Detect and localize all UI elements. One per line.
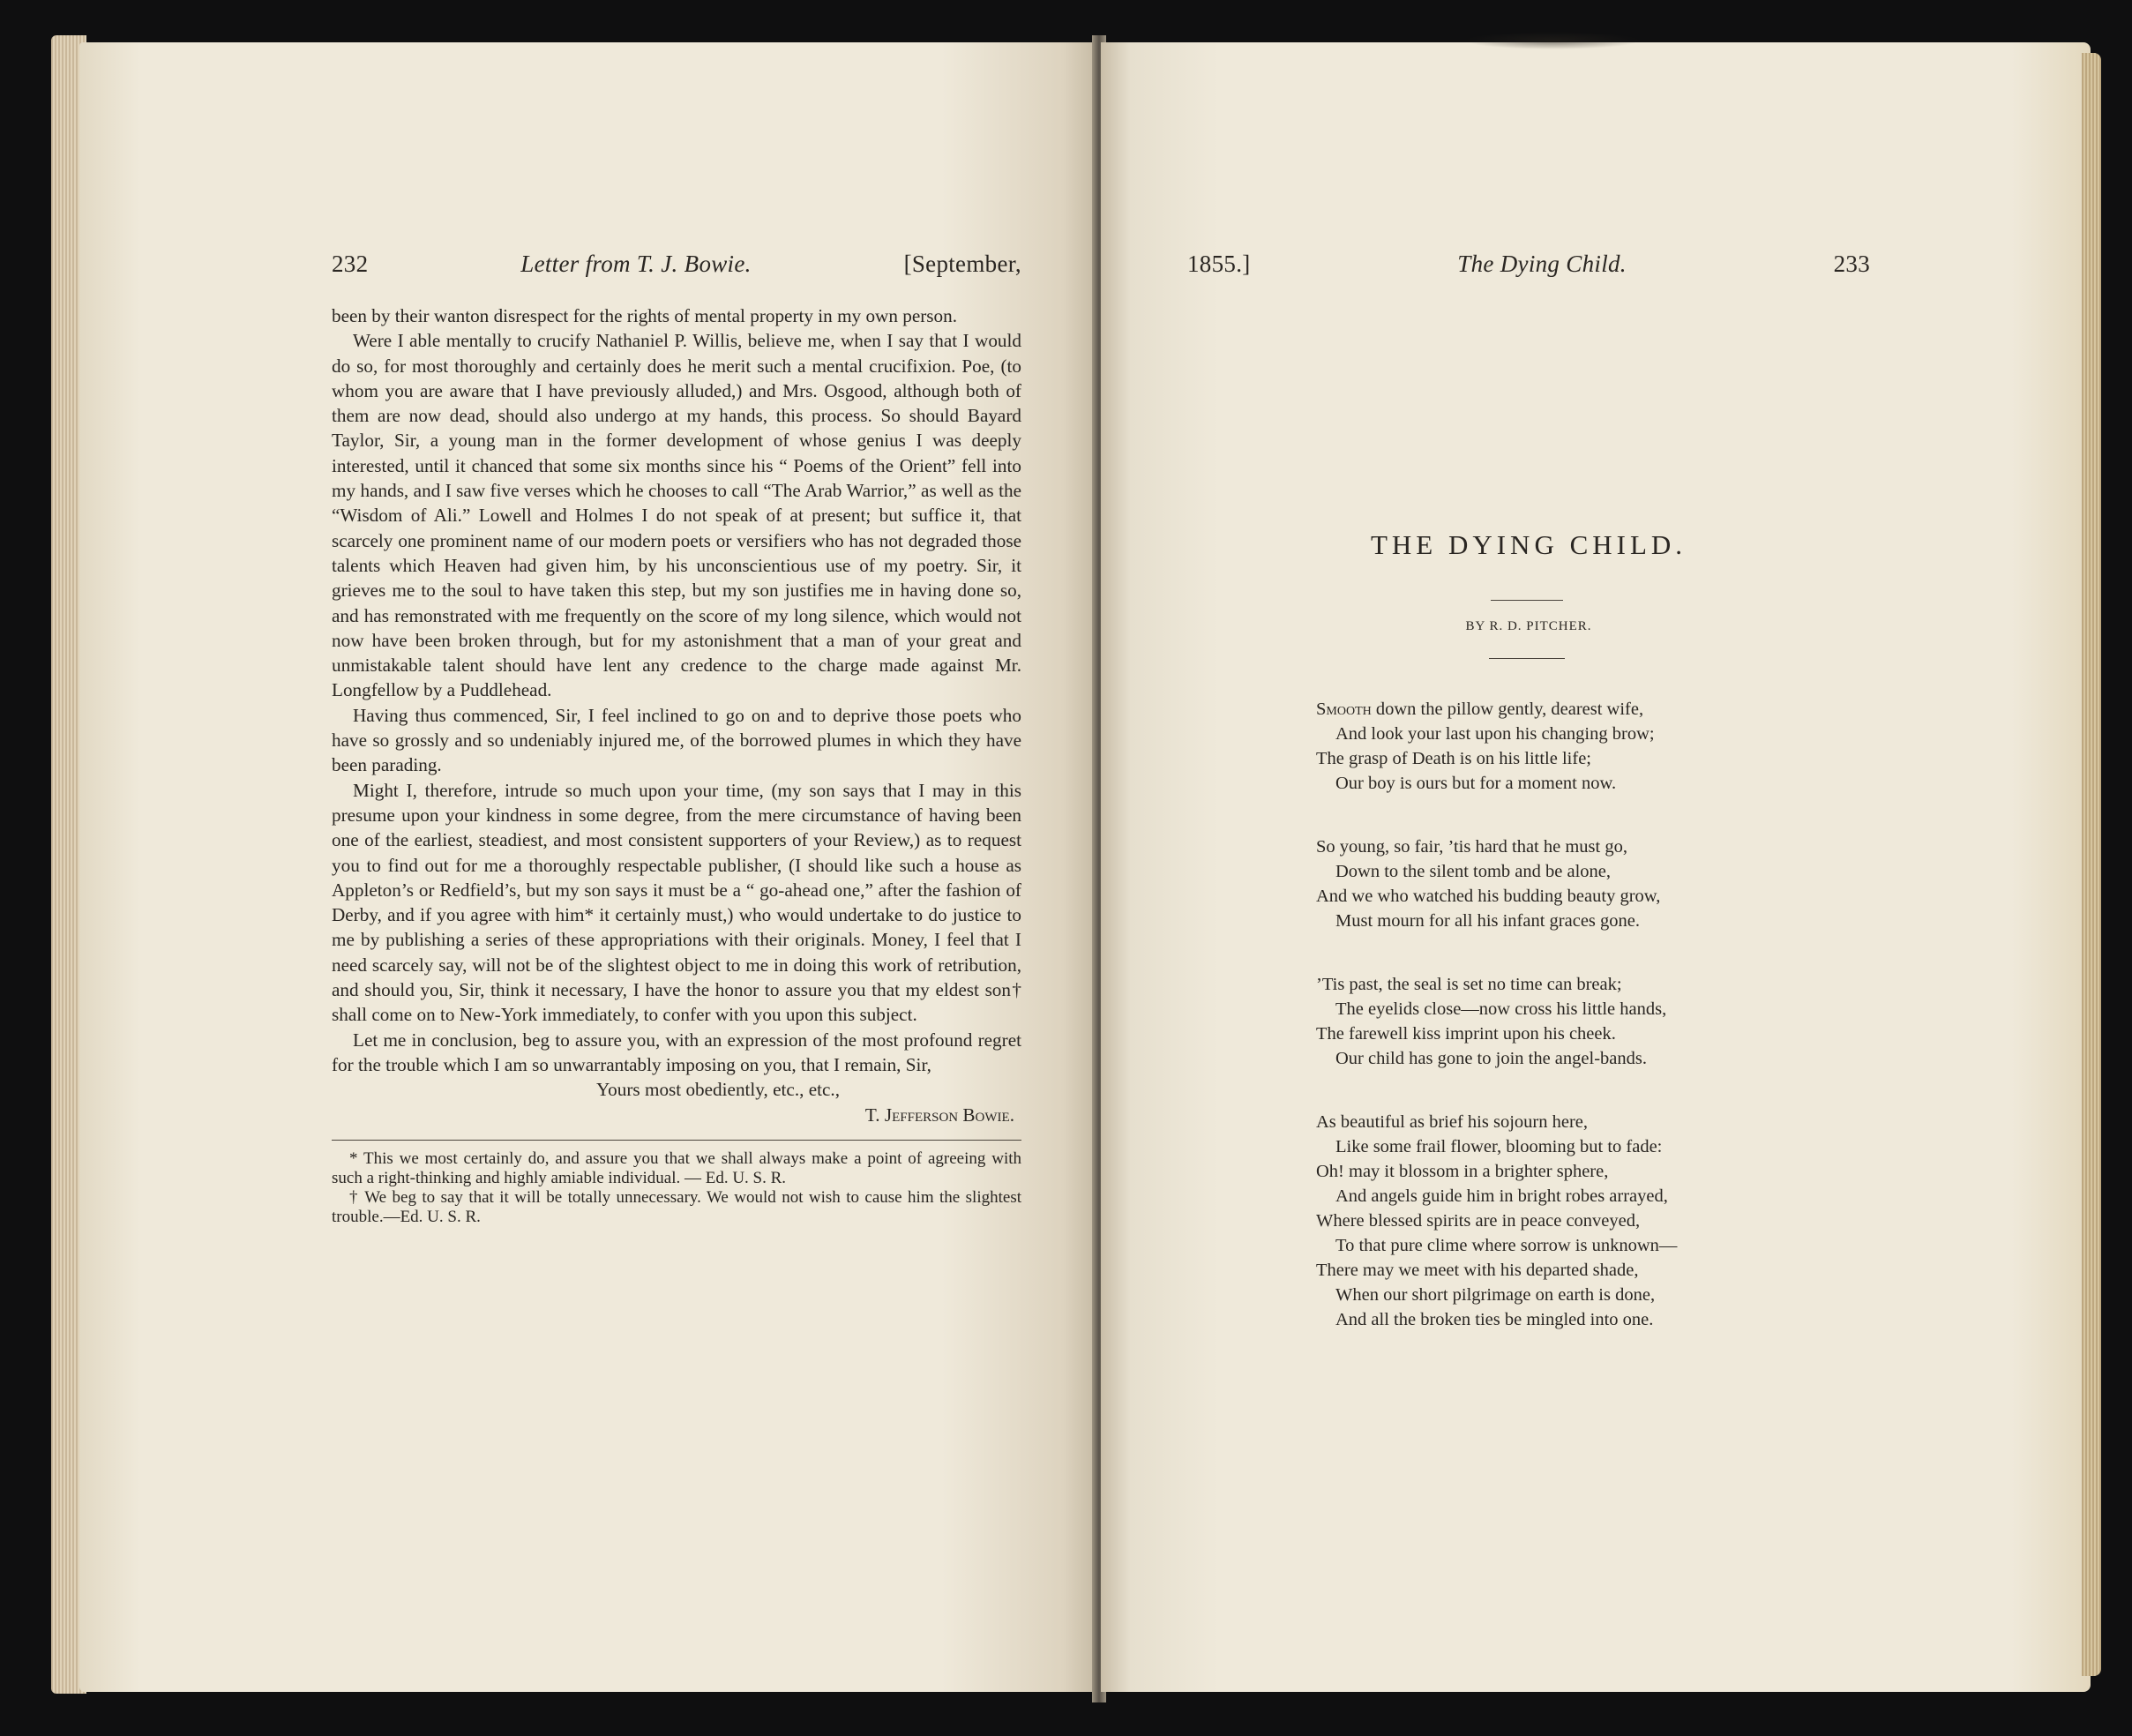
poem-line: Like some frail flower, blooming but to fade: xyxy=(1335,1137,1663,1156)
letter-body xyxy=(332,303,1021,1227)
poem-line: ’Tis past, the seal is set no time can break; xyxy=(1316,975,1622,994)
paragraph: Let me in conclusion, beg to assure you, with an expression of the most profound regret for the trouble which I am so unwarrantably imposing on you, that I remain, Sir, xyxy=(332,1029,1021,1075)
poem-body xyxy=(1316,697,1792,1371)
paragraph: Might I, therefore, intrude so much upon your time, (my son says that I may in this presume upon your kindness in some degree, from the mere circumstance of having been one of the earliest, steadiest, and most consistent supporters of your Review,) as to request you to find out for me a thoroughly respectable publisher, (I should like such a house as Appleton’s or Redfield’s, but my son says it must be a “ go-ahead one,” after the fashion of Derby, and if you agree with him* it certainly must,) who would undertake to do justice to me by publishing a series of these appropriations with their originals. Money, I feel that I need scarcely say, will not be of the slightest object to me in doing this work of retribution, and should you, Sir, think it necessary, I have the honor to assure you that my eldest son† shall come on to New-York immediately, to confer with you upon this subject. xyxy=(332,779,1021,1026)
right-page-number: 233 xyxy=(1833,251,1870,277)
poem-title: THE DYING CHILD. xyxy=(1370,529,1687,560)
left-running-date: [September, xyxy=(903,251,1021,277)
stanza xyxy=(1316,1110,1792,1332)
drop-word: Smooth xyxy=(1316,700,1372,719)
right-running-title: The Dying Child. xyxy=(1457,251,1627,277)
poem-line: Must mourn for all his infant graces gone. xyxy=(1335,911,1641,931)
poem-line: Down to the silent tomb and be alone, xyxy=(1335,862,1611,881)
poem-line: And all the broken ties be mingled into one. xyxy=(1335,1310,1654,1329)
footnote: * This we most certainly do, and assure you that we shall always make a point of agreeing with such a right-thinking and highly amiable individual. — Ed. U. S. R. xyxy=(332,1149,1021,1187)
right-running-head xyxy=(1187,251,1870,278)
poem-line: Our boy is ours but for a moment now. xyxy=(1335,774,1617,793)
title-rule xyxy=(1491,600,1563,601)
paragraph: Having thus commenced, Sir, I feel inclined to go on and to deprive those poets who have so grossly and so undeniably injured me, of the borrowed plumes in which they have been parading. xyxy=(332,704,1021,776)
poem-line: Where blessed spirits are in peace conveyed, xyxy=(1316,1211,1641,1231)
left-page-number: 232 xyxy=(332,251,369,277)
footnotes xyxy=(332,1149,1021,1227)
poem-line: As beautiful as brief his sojourn here, xyxy=(1316,1112,1588,1132)
stanza xyxy=(1316,834,1792,933)
letter-closing: Yours most obediently, etc., etc., xyxy=(596,1079,840,1101)
right-running-date: 1855.] xyxy=(1187,251,1251,277)
poem-line: Oh! may it blossom in a brighter sphere, xyxy=(1316,1162,1609,1181)
poem-line: And look your last upon his changing brow; xyxy=(1335,724,1655,744)
footnote: † We beg to say that it will be totally unnecessary. We would not wish to cause him the slightest trouble.—Ed. U. S. R. xyxy=(332,1187,1021,1226)
letter-signature: T. Jefferson Bowie. xyxy=(864,1104,1014,1126)
poem-line: And we who watched his budding beauty grow, xyxy=(1316,887,1661,906)
poem-line: To that pure clime where sorrow is unknown— xyxy=(1335,1236,1678,1255)
poem-line: So young, so fair, ’tis hard that he must go, xyxy=(1316,837,1627,857)
stanza xyxy=(1316,972,1792,1071)
poem-line: There may we meet with his departed shade, xyxy=(1316,1261,1639,1280)
letter-signoff xyxy=(332,1077,1021,1127)
poem-line: The grasp of Death is on his little life; xyxy=(1316,749,1591,768)
byline-rule xyxy=(1489,658,1565,659)
paragraph: Were I able mentally to crucify Nathaniel P. Willis, believe me, when I say that I would do so, for most thoroughly and certainly does he merit such a mental crucifixion. Poe, (to whom you are aware that I have previously alluded,) and Mrs. Osgood, although both of them are now dead, should also undergo at my hands, this process. So should Bayard Taylor, Sir, a young man in the former development of whose genius I was deeply interested, until it chanced that some six months since his “ Poems of the Orient” fell into my hands, and I saw five verses which he chooses to call “The Arab Warrior,” as well as the “Wisdom of Ali.” Lowell and Holmes I do not speak of at present; but suffice it, that scarcely one prominent name of our modern poets or versifiers who has not degraded those talents which Heaven had given him, by his unconscientious use of my poetry. Sir, it grieves me to the soul to have taken this step, but my son justifies me in having done so, and has remonstrated with me frequently on the score of my long silence, which would not now have been broken through, but for my astonishment that a man of your great and unmistakable talent should have lent any credence to the charge made against Mr. Longfellow by a Puddlehead. xyxy=(332,330,1021,701)
poem-line: When our short pilgrimage on earth is done, xyxy=(1335,1285,1656,1305)
left-running-title: Letter from T. J. Bowie. xyxy=(520,251,752,277)
footnote-rule xyxy=(332,1140,1021,1141)
stanza xyxy=(1316,697,1792,796)
poem-line: The eyelids close—now cross his little hands, xyxy=(1335,999,1667,1019)
poem-line: Smooth down the pillow gently, dearest wife, xyxy=(1316,700,1644,719)
poem-line: The farewell kiss imprint upon his cheek. xyxy=(1316,1024,1616,1044)
paragraph: been by their wanton disrespect for the rights of mental property in my own person. xyxy=(332,305,958,326)
page-shadow xyxy=(1464,32,1641,49)
poem-line: And angels guide him in bright robes arrayed, xyxy=(1335,1186,1668,1206)
poem-byline: BY R. D. PITCHER. xyxy=(1465,619,1592,633)
page-stack-right xyxy=(2082,53,2101,1676)
poem-line: Our child has gone to join the angel-bands. xyxy=(1335,1049,1647,1068)
left-running-head xyxy=(332,251,1021,278)
